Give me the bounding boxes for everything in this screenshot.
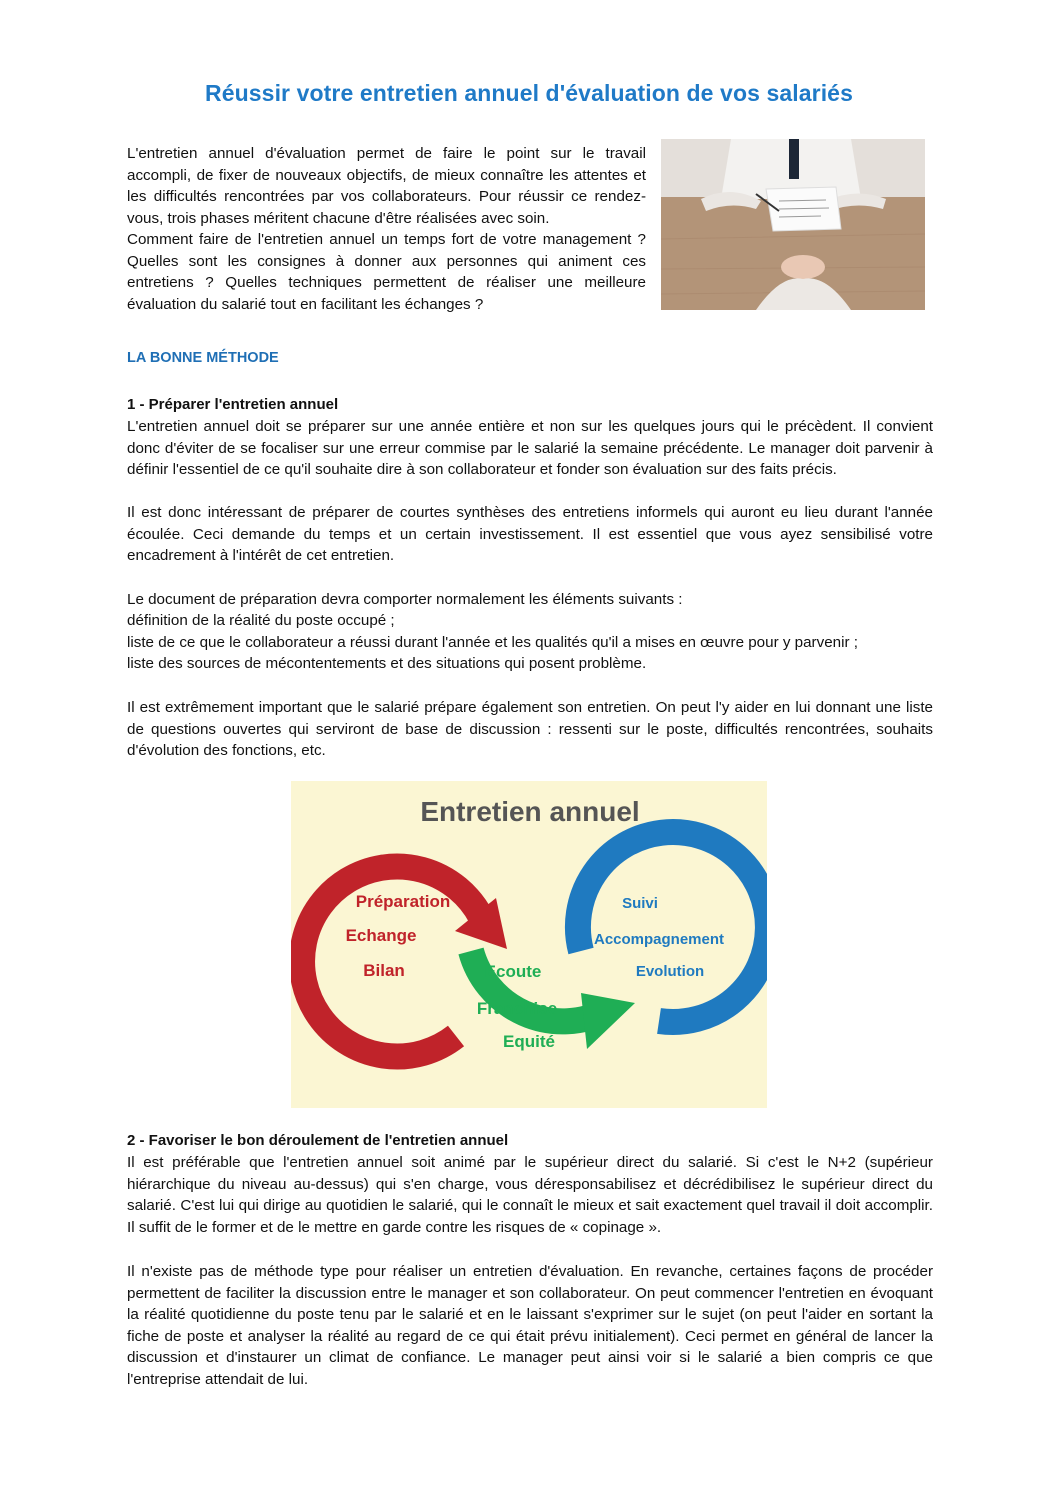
blue-label: Accompagnement (593, 931, 725, 948)
section-heading: LA BONNE MÉTHODE (127, 350, 279, 366)
green-label: Ecoute (484, 962, 542, 981)
section-2-heading: 2 - Favoriser le bon déroulement de l'entretien annuel (127, 1132, 509, 1149)
section-1-paragraph-2: Il est donc intéressant de préparer de courtes synthèses des entretiens informels qui auront eu lieu durant l'année écoulée. Ceci demande du temps et un certain investissement. Il est essentiel que vous ayez sensibilisé votre encadrement à l'intérêt de cet entretien. (127, 504, 933, 564)
intro-paragraph (127, 143, 646, 315)
diagram-title: Entretien annuel (420, 796, 640, 827)
list-item: liste de ce que le collaborateur a réussi durant l'année et les qualités qu'il a mises en œuvre pour y parvenir ; (127, 634, 858, 651)
blue-label: Evolution (635, 963, 705, 980)
section-1-paragraph-1: L'entretien annuel doit se préparer sur une année entière et non sur les quelques jours qui le précèdent. Il convient donc d'éviter de se focaliser sur une erreur commise par le salarié la semaine précédente. Le manager doit parvenir à définir l'essentiel de ce qu'il souhaite dire à son collaborateur et fonder son évaluation sur des faits précis. (127, 418, 933, 478)
list-item: liste des sources de mécontentements et des situations qui posent problème. (127, 655, 647, 672)
list-item: définition de la réalité du poste occupé ; (127, 612, 395, 629)
page-title: Réussir votre entretien annuel d'évaluation de vos salariés (205, 80, 853, 106)
green-label: Equité (503, 1032, 555, 1051)
section-2-paragraph-2: Il n'existe pas de méthode type pour réaliser un entretien d'évaluation. En revanche, certaines façons de procéder permettent de faciliter la discussion entre le manager et son collaborateur. On peut commencer l'entretien en évoquant la réalité quotidienne du poste tenu par le salarié et en le laissant s'exprimer sur le sujet (on peut l'aider en sortant la fiche de poste et analyser la réalité au regard de ce qui était prévu initialement). Ceci permet en général de lancer la discussion et d'instaurer un climat de confiance. Le manager peut ainsi voir si le salarié a bien compris ce que l'entreprise attendait de lui. (127, 1263, 933, 1388)
intro-text-1: L'entretien annuel d'évaluation permet de faire le point sur le travail accompli, de fixer de nouveaux objectifs, de mieux connaître les attentes et les difficultés rencontrées par vos collaborateurs. Pour réussir ce rendez-vous, trois phases méritent chacune d'être réalisées avec soin. (127, 145, 646, 227)
list-intro: Le document de préparation devra comporter normalement les éléments suivants : (127, 591, 683, 608)
meeting-photo (661, 139, 925, 310)
section-1-heading: 1 - Préparer l'entretien annuel (127, 396, 339, 413)
section-1-paragraph-3: Il est extrêmement important que le salarié prépare également son entretien. On peut l'y aider en lui donnant une liste de questions ouvertes qui serviront de base de discussion : ressenti sur le poste, difficultés rencontrées, souhaits d'évolution des fonctions, etc. (127, 699, 933, 759)
green-label: Franchise (476, 999, 558, 1018)
section-2-paragraph-1: Il est préférable que l'entretien annuel soit animé par le supérieur direct du salarié. Si c'est le N+2 (supérieur hiérarchique du niveau au-dessus) qui s'en charge, vous déresponsabilisez et décrédibilisez le supérieur direct du salarié. C'est lui qui dirige au quotidien le salarié, qui le connaît le mieux et sait exactement quel travail il doit accomplir. Il suffit de le former et de le mettre en garde contre les risques de « copinage ». (127, 1154, 933, 1236)
red-label: Préparation (355, 892, 451, 911)
intro-text-2: Comment faire de l'entretien annuel un temps fort de votre management ? Quelles sont les consignes à donner aux personnes qui animent ces entretiens ? Quelles techniques permettent de réaliser une meilleure évaluation du salarié tout en facilitant les échanges ? (127, 231, 646, 313)
blue-label: Suivi (622, 895, 658, 912)
cycle-diagram (291, 781, 767, 1108)
meeting-photo-illustration (661, 139, 925, 310)
red-label: Bilan (363, 961, 405, 980)
red-label: Echange (345, 926, 417, 945)
entretien-annuel-diagram (291, 781, 767, 1108)
